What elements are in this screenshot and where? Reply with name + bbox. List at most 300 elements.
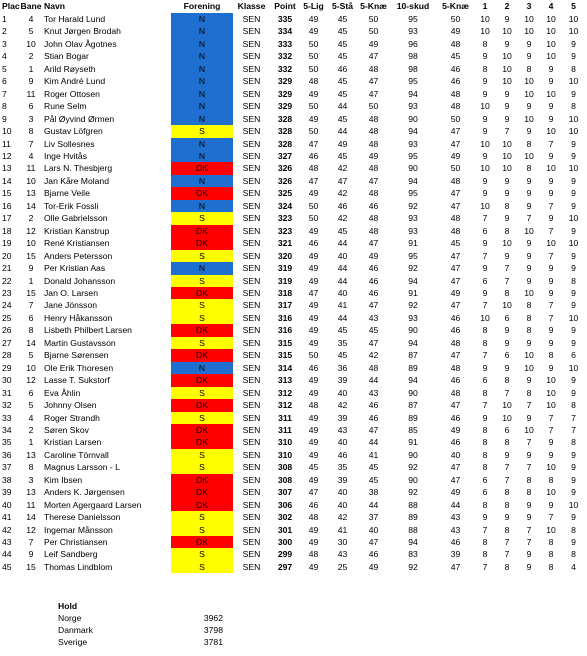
cell-navn: Thomas Lindblom [44, 561, 113, 572]
cell-shot-4: 9 [548, 275, 554, 286]
cell-plac: 24 [2, 300, 12, 311]
cell-bane: 4 [28, 150, 34, 161]
club-code: S [199, 126, 205, 137]
cell-5-sta: 40 [337, 487, 348, 498]
cell-10-skud: 98 [408, 63, 418, 74]
table-row [0, 362, 585, 374]
cell-shot-3: 10 [524, 76, 534, 87]
cell-shot-1: 9 [482, 126, 488, 137]
cell-shot-4: 10 [546, 400, 556, 411]
cell-shot-3: 10 [524, 424, 534, 435]
cell-shot-5: 9 [571, 375, 576, 386]
cell-10-skud: 95 [408, 76, 418, 87]
cell-5-lig: 45 [308, 462, 319, 473]
cell-5-sta: 43 [337, 549, 348, 560]
club-code: DK [196, 325, 208, 336]
cell-bane: 2 [28, 51, 34, 62]
table-row [0, 25, 585, 37]
club-code: N [198, 63, 206, 74]
cell-5-knae: 47 [368, 337, 379, 348]
cell-forening [171, 13, 233, 25]
club-code: N [198, 362, 206, 373]
cell-shot-2: 6 [504, 350, 510, 361]
cell-shot-1: 8 [482, 63, 488, 74]
cell-shot-3: 9 [526, 101, 532, 112]
cell-5-lig: 49 [308, 437, 319, 448]
cell-5-knae: 48 [368, 225, 379, 236]
cell-5-sta: 45 [337, 51, 348, 62]
header-shot-5: 5 [571, 1, 576, 12]
cell-5-sta: 30 [337, 537, 348, 548]
cell-navn: Rune Selm [44, 101, 87, 112]
cell-10-skud: 94 [408, 337, 418, 348]
club-code: N [198, 175, 206, 186]
cell-5-lig: 49 [308, 375, 319, 386]
cell-shot-5: 9 [571, 250, 576, 261]
cell-5-knae: 48 [368, 138, 379, 149]
cell-navn: Caroline Törnvall [44, 449, 109, 460]
cell-5-knae-2: 50 [450, 113, 461, 124]
club-code: S [199, 300, 205, 311]
cell-point: 328 [277, 138, 293, 149]
cell-klasse: SEN [242, 325, 261, 336]
cell-bane: 12 [26, 375, 36, 386]
cell-5-knae-2: 48 [450, 337, 461, 348]
cell-plac: 39 [2, 487, 12, 498]
cell-5-knae-2: 39 [450, 549, 461, 560]
club-code: DK [196, 437, 208, 448]
cell-shot-1: 10 [480, 200, 490, 211]
cell-point: 299 [277, 549, 293, 560]
cell-5-knae: 48 [368, 213, 379, 224]
cell-5-sta: 25 [337, 561, 348, 572]
cell-10-skud: 83 [408, 549, 418, 560]
cell-5-lig: 50 [308, 350, 319, 361]
cell-shot-2: 10 [502, 76, 512, 87]
cell-shot-3: 9 [526, 449, 532, 460]
cell-bane: 6 [28, 387, 34, 398]
cell-klasse: SEN [242, 512, 261, 523]
cell-shot-4: 9 [548, 263, 554, 274]
cell-5-lig: 49 [308, 300, 319, 311]
cell-5-sta: 44 [337, 238, 348, 249]
cell-forening [171, 449, 233, 461]
cell-klasse: SEN [242, 362, 261, 373]
club-code: N [198, 263, 206, 274]
cell-10-skud: 95 [408, 188, 418, 199]
cell-10-skud: 95 [408, 250, 418, 261]
cell-forening [171, 536, 233, 548]
cell-5-sta: 45 [337, 14, 348, 24]
table-row [0, 75, 585, 87]
club-code: S [199, 449, 205, 460]
cell-navn: Eva Åhlin [44, 387, 81, 398]
cell-shot-3: 9 [526, 175, 532, 186]
cell-shot-3: 9 [526, 250, 532, 261]
cell-shot-3: 9 [526, 51, 532, 62]
cell-shot-5: 6 [571, 350, 576, 361]
cell-shot-2: 10 [502, 300, 512, 311]
cell-5-lig: 46 [308, 499, 319, 510]
cell-5-lig: 49 [308, 537, 319, 548]
cell-shot-4: 9 [548, 188, 554, 199]
cell-shot-1: 7 [482, 524, 488, 535]
cell-navn: Ole Erik Thoresen [44, 362, 114, 373]
cell-5-knae: 45 [368, 474, 379, 485]
cell-point: 308 [277, 462, 293, 473]
cell-bane: 8 [28, 325, 34, 336]
cell-shot-5: 9 [571, 225, 576, 236]
cell-shot-1: 9 [482, 76, 488, 87]
header-shot-1: 1 [482, 1, 488, 12]
cell-5-knae: 46 [368, 263, 379, 274]
cell-bane: 4 [28, 14, 34, 24]
cell-shot-1: 8 [482, 337, 488, 348]
cell-5-sta: 45 [337, 325, 348, 336]
cell-shot-1: 9 [482, 150, 488, 161]
cell-shot-2: 7 [504, 462, 510, 473]
club-code: N [198, 150, 206, 161]
cell-shot-2: 9 [504, 449, 510, 460]
cell-10-skud: 93 [408, 213, 418, 224]
cell-shot-5: 10 [568, 26, 579, 37]
cell-plac: 10 [2, 126, 12, 137]
cell-shot-4: 9 [548, 113, 554, 124]
cell-shot-3: 10 [524, 150, 534, 161]
cell-shot-5: 9 [571, 138, 576, 149]
cell-forening [171, 486, 233, 498]
cell-klasse: SEN [242, 537, 261, 548]
cell-navn: Liv Sollesnes [44, 138, 95, 149]
cell-forening [171, 312, 233, 324]
cell-plac: 29 [2, 362, 12, 373]
club-code: S [199, 387, 205, 398]
cell-plac: 17 [2, 213, 12, 224]
cell-shot-4: 7 [548, 312, 554, 323]
cell-navn: Bjarne Sørensen [44, 350, 109, 361]
table-row [0, 50, 585, 62]
cell-5-lig: 49 [308, 424, 319, 435]
cell-navn: Ingemar Månsson [44, 524, 113, 535]
cell-5-sta: 39 [337, 412, 348, 423]
cell-navn: Lasse T. Sukstorf [44, 375, 110, 386]
cell-shot-1: 8 [482, 424, 488, 435]
cell-shot-5: 9 [571, 325, 576, 336]
cell-5-knae-2: 47 [450, 350, 461, 361]
cell-shot-4: 7 [548, 225, 554, 236]
cell-5-knae-2: 46 [450, 325, 461, 336]
cell-forening [171, 561, 233, 573]
cell-plac: 12 [2, 150, 12, 161]
cell-klasse: SEN [242, 350, 261, 361]
cell-shot-4: 8 [548, 537, 554, 548]
cell-bane: 4 [28, 412, 34, 423]
club-code: DK [196, 225, 208, 236]
cell-navn: Anders Petersson [44, 250, 113, 261]
cell-shot-5: 9 [571, 487, 576, 498]
cell-5-knae: 48 [368, 126, 379, 137]
cell-plac: 25 [2, 312, 12, 323]
cell-5-knae: 50 [368, 101, 379, 112]
club-code: DK [196, 188, 208, 199]
cell-plac: 42 [2, 524, 12, 535]
cell-shot-3: 8 [526, 63, 532, 74]
cell-point: 327 [277, 150, 293, 161]
cell-bane: 14 [26, 337, 36, 348]
cell-shot-3: 9 [526, 126, 532, 137]
cell-navn: Søren Skov [44, 424, 89, 435]
cell-navn: Lars N. Thesbjerg [44, 163, 113, 174]
cell-10-skud: 90 [408, 387, 418, 398]
cell-shot-1: 9 [482, 263, 488, 274]
cell-shot-4: 9 [548, 213, 554, 224]
table-row [0, 387, 585, 399]
cell-forening [171, 324, 233, 336]
cell-shot-5: 9 [571, 537, 576, 548]
cell-10-skud: 89 [408, 512, 418, 523]
cell-5-sta: 46 [337, 449, 348, 460]
cell-shot-2: 7 [504, 275, 510, 286]
cell-5-lig: 50 [308, 101, 319, 112]
cell-navn: Per Kristian Aas [44, 263, 106, 274]
cell-5-knae-2: 44 [450, 499, 461, 510]
cell-5-knae: 38 [368, 487, 379, 498]
cell-navn: Anders K. Jørgensen [44, 487, 125, 498]
cell-shot-3: 9 [526, 275, 532, 286]
table-row [0, 262, 585, 274]
cell-plac: 30 [2, 375, 12, 386]
table-row [0, 474, 585, 486]
cell-point: 312 [277, 400, 293, 411]
cell-forening [171, 461, 233, 473]
cell-5-sta: 35 [337, 462, 348, 473]
club-code: N [198, 113, 206, 124]
cell-5-lig: 49 [308, 312, 319, 323]
cell-shot-2: 8 [504, 561, 510, 572]
cell-navn: Tor-Erik Fossli [44, 200, 99, 211]
cell-point: 326 [277, 163, 293, 174]
cell-point: 302 [277, 512, 293, 523]
cell-5-sta: 42 [337, 400, 348, 411]
cell-5-lig: 49 [308, 88, 319, 99]
cell-klasse: SEN [242, 126, 261, 137]
club-code: DK [196, 487, 208, 498]
cell-bane: 1 [28, 437, 34, 448]
table-row [0, 162, 585, 174]
cell-5-knae: 49 [368, 250, 379, 261]
cell-10-skud: 92 [408, 487, 418, 498]
cell-plac: 28 [2, 350, 12, 361]
cell-shot-3: 8 [526, 474, 532, 485]
club-code: DK [196, 238, 208, 249]
cell-shot-1: 10 [480, 101, 490, 112]
cell-shot-3: 9 [526, 549, 532, 560]
cell-5-knae-2: 46 [450, 412, 461, 423]
cell-klasse: SEN [242, 88, 261, 99]
table-row [0, 250, 585, 262]
cell-klasse: SEN [242, 524, 261, 535]
cell-point: 306 [277, 499, 293, 510]
cell-bane: 15 [26, 287, 36, 298]
table-row [0, 548, 585, 560]
cell-shot-4: 9 [548, 437, 554, 448]
cell-5-knae: 47 [368, 51, 379, 62]
cell-shot-2: 10 [502, 163, 512, 174]
cell-5-lig: 48 [308, 163, 319, 174]
club-code: S [199, 512, 205, 523]
cell-forening [171, 63, 233, 75]
cell-bane: 2 [28, 424, 34, 435]
cell-shot-3: 9 [526, 412, 532, 423]
cell-shot-2: 8 [504, 287, 510, 298]
cell-shot-2: 8 [504, 487, 510, 498]
club-code: S [199, 337, 205, 348]
club-code: S [199, 412, 205, 423]
cell-shot-4: 9 [548, 150, 554, 161]
cell-shot-5: 10 [568, 126, 579, 137]
cell-5-sta: 36 [337, 362, 348, 373]
cell-point: 315 [277, 350, 293, 361]
cell-forening [171, 374, 233, 386]
cell-5-sta: 44 [337, 263, 348, 274]
cell-navn: John Olav Ågotnes [44, 38, 117, 49]
cell-shot-1: 8 [482, 537, 488, 548]
cell-5-knae-2: 47 [450, 561, 461, 572]
club-code: N [198, 38, 206, 49]
cell-bane: 2 [28, 213, 34, 224]
cell-bane: 5 [28, 26, 34, 37]
table-row [0, 312, 585, 324]
cell-shot-1: 10 [480, 14, 490, 24]
cell-5-lig: 49 [308, 225, 319, 236]
cell-bane: 3 [28, 474, 34, 485]
cell-point: 332 [277, 63, 293, 74]
cell-bane: 5 [28, 350, 34, 361]
cell-5-knae-2: 47 [450, 126, 461, 137]
header-forening: Forening [183, 1, 221, 12]
cell-shot-4: 10 [546, 387, 556, 398]
table-row [0, 237, 585, 249]
cell-plac: 4 [2, 51, 7, 62]
cell-forening [171, 175, 233, 187]
cell-5-knae: 48 [368, 163, 379, 174]
cell-5-knae: 46 [368, 287, 379, 298]
cell-shot-5: 9 [571, 449, 576, 460]
cell-plac: 13 [2, 163, 12, 174]
cell-shot-1: 7 [482, 561, 488, 572]
cell-forening [171, 424, 233, 436]
cell-5-sta: 39 [337, 474, 348, 485]
cell-10-skud: 95 [408, 14, 418, 24]
cell-5-knae-2: 47 [450, 474, 461, 485]
cell-5-lig: 48 [308, 549, 319, 560]
cell-forening [171, 436, 233, 448]
cell-shot-1: 7 [482, 350, 488, 361]
table-row [0, 150, 585, 162]
cell-5-lig: 49 [308, 188, 319, 199]
cell-klasse: SEN [242, 487, 261, 498]
club-code: DK [196, 400, 208, 411]
cell-shot-4: 9 [548, 101, 554, 112]
header-row [0, 0, 585, 13]
cell-shot-2: 8 [504, 437, 510, 448]
cell-10-skud: 92 [408, 462, 418, 473]
cell-5-sta: 45 [337, 88, 348, 99]
club-code: DK [196, 375, 208, 386]
cell-bane: 6 [28, 312, 34, 323]
cell-5-sta: 42 [337, 512, 348, 523]
cell-point: 329 [277, 88, 293, 99]
table-row [0, 287, 585, 299]
cell-navn: Pål Øyvind Ørmen [44, 113, 115, 124]
cell-shot-5: 9 [571, 200, 576, 211]
cell-bane: 12 [26, 225, 36, 236]
cell-bane: 11 [26, 88, 36, 99]
cell-klasse: SEN [242, 213, 261, 224]
cell-navn: Kim André Lund [44, 76, 106, 87]
cell-forening [171, 387, 233, 399]
cell-bane: 10 [26, 38, 36, 49]
cell-5-knae: 46 [368, 412, 379, 423]
cell-5-sta: 40 [337, 287, 348, 298]
team-name: Danmark [58, 624, 93, 635]
cell-10-skud: 94 [408, 537, 418, 548]
cell-5-lig: 47 [308, 487, 319, 498]
cell-bane: 13 [26, 449, 36, 460]
cell-5-knae-2: 48 [450, 362, 461, 373]
cell-shot-1: 9 [482, 175, 488, 186]
cell-5-lig: 50 [308, 51, 319, 62]
cell-shot-3: 8 [526, 163, 532, 174]
club-code: DK [196, 499, 208, 510]
cell-shot-1: 8 [482, 387, 488, 398]
header-shot-4: 4 [548, 1, 554, 12]
cell-forening [171, 225, 233, 237]
table-row [0, 88, 585, 100]
cell-navn: Gustav Löfgren [44, 126, 103, 137]
cell-navn: Lisbeth Philbert Larsen [44, 325, 132, 336]
header-klasse: Klasse [237, 1, 266, 12]
cell-5-knae: 48 [368, 113, 379, 124]
cell-shot-3: 7 [526, 462, 532, 473]
cell-shot-4: 7 [548, 512, 554, 523]
cell-10-skud: 88 [408, 524, 418, 535]
club-code: DK [196, 474, 208, 485]
cell-plac: 22 [2, 275, 12, 286]
cell-point: 307 [277, 487, 293, 498]
cell-forening [171, 38, 233, 50]
cell-forening [171, 113, 233, 125]
cell-shot-5: 8 [571, 101, 576, 112]
cell-shot-4: 9 [548, 449, 554, 460]
cell-5-knae: 50 [368, 26, 379, 37]
cell-forening [171, 337, 233, 349]
cell-point: 333 [277, 38, 293, 49]
table-row [0, 424, 585, 436]
cell-5-lig: 50 [308, 63, 319, 74]
cell-point: 326 [277, 175, 293, 186]
cell-5-lig: 48 [308, 76, 319, 87]
header-5-knae-2: 5-Knæ [442, 1, 469, 12]
cell-5-sta: 45 [337, 225, 348, 236]
cell-shot-4: 10 [546, 375, 556, 386]
cell-5-knae-2: 48 [450, 88, 461, 99]
cell-plac: 31 [2, 387, 12, 398]
cell-navn: Inge Hvitås [44, 150, 87, 161]
cell-klasse: SEN [242, 387, 261, 398]
cell-klasse: SEN [242, 175, 261, 186]
cell-plac: 34 [2, 424, 12, 435]
